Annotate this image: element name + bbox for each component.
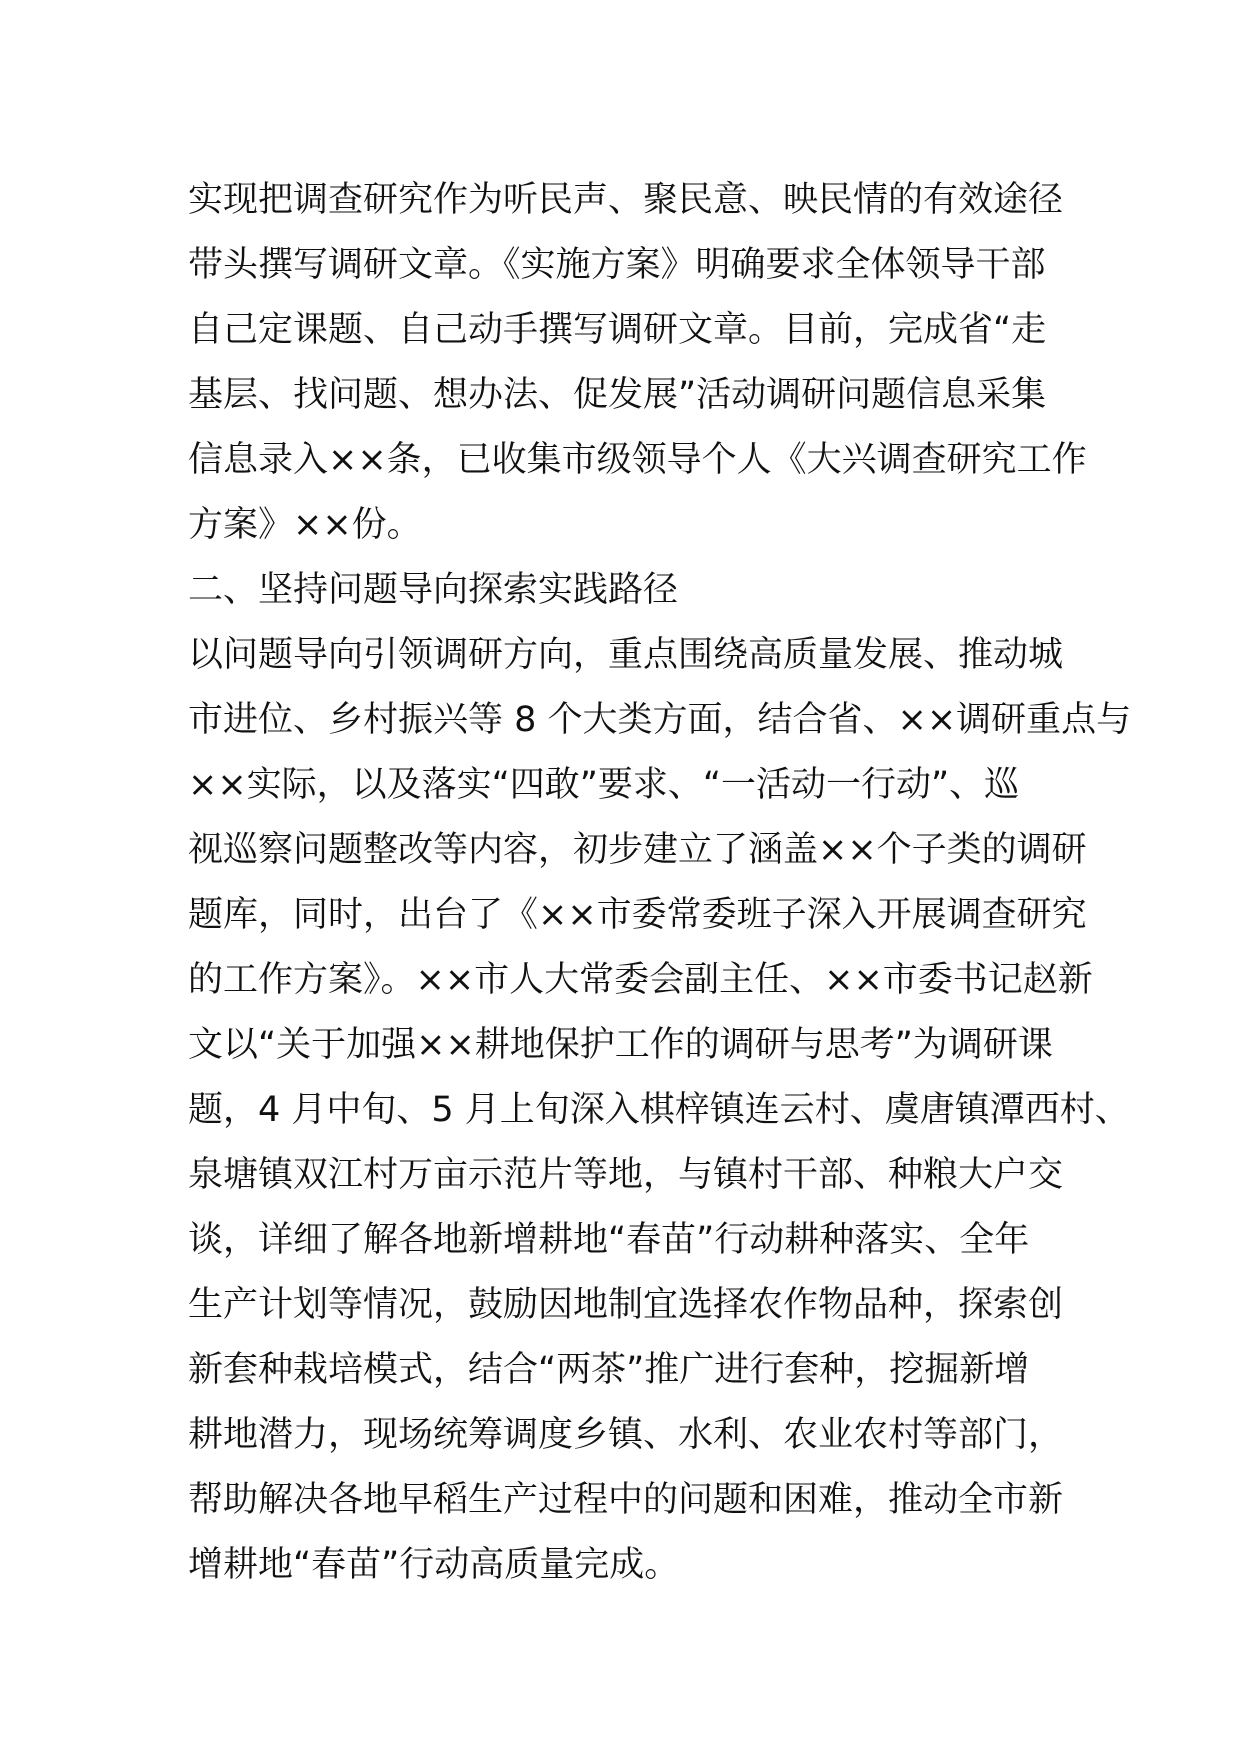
paragraph-line: 文以“关于加强××耕地保护工作的调研与思考”为调研课	[188, 1025, 1053, 1065]
paragraph-line: 方案》××份。	[188, 505, 422, 545]
paragraph-line: 自己定课题、自己动手撰写调研文章。目前，完成省“走	[188, 310, 1047, 350]
paragraph-line: 谈，详细了解各地新增耕地“春苗”行动耕种落实、全年	[188, 1220, 1030, 1260]
paragraph-line: 的工作方案》。××市人大常委会副主任、××市委书记赵新	[188, 960, 1093, 1000]
paragraph-line: 题库，同时，出台了《××市委常委班子深入开展调查研究	[188, 895, 1087, 935]
paragraph-line: 带头撰写调研文章。《实施方案》明确要求全体领导干部	[188, 245, 1046, 285]
paragraph-line: 帮助解决各地早稻生产过程中的问题和困难，推动全市新	[188, 1480, 1064, 1520]
paragraph-line: 基层、找问题、想办法、促发展”活动调研问题信息采集	[188, 375, 1047, 415]
paragraph-2	[188, 623, 1132, 1598]
paragraph-line: 耕地潜力，现场统筹调度乡镇、水利、农业农村等部门，	[188, 1415, 1064, 1455]
paragraph-line: ××实际，以及落实“四敢”要求、“一活动一行动”、巡	[188, 765, 1020, 805]
paragraph-line: 泉塘镇双江村万亩示范片等地，与镇村干部、种粮大户交	[188, 1155, 1064, 1195]
paragraph-line: 题，4 月中旬、5 月上旬深入棋梓镇连云村、虞唐镇潭西村、	[188, 1090, 1130, 1130]
paragraph-line: 生产计划等情况，鼓励因地制宜选择农作物品种，探索创	[188, 1285, 1064, 1325]
paragraph-1	[188, 168, 1087, 558]
section-heading: 二、坚持问题导向探索实践路径	[188, 570, 679, 610]
document-body	[188, 168, 1132, 1598]
paragraph-line: 视巡察问题整改等内容，初步建立了涵盖××个子类的调研	[188, 830, 1087, 870]
paragraph-line: 新套种栽培模式，结合“两茶”推广进行套种，挖掘新增	[188, 1350, 1030, 1390]
paragraph-line: 增耕地“春苗”行动高质量完成。	[188, 1545, 680, 1585]
paragraph-line: 实现把调查研究作为听民声、聚民意、映民情的有效途径	[188, 180, 1064, 220]
paragraph-line: 市进位、乡村振兴等 8 个大类方面，结合省、××调研重点与	[188, 700, 1132, 740]
paragraph-line: 以问题导向引领调研方向，重点围绕高质量发展、推动城	[188, 635, 1064, 675]
paragraph-line: 信息录入××条，已收集市级领导个人《大兴调查研究工作	[188, 440, 1087, 480]
